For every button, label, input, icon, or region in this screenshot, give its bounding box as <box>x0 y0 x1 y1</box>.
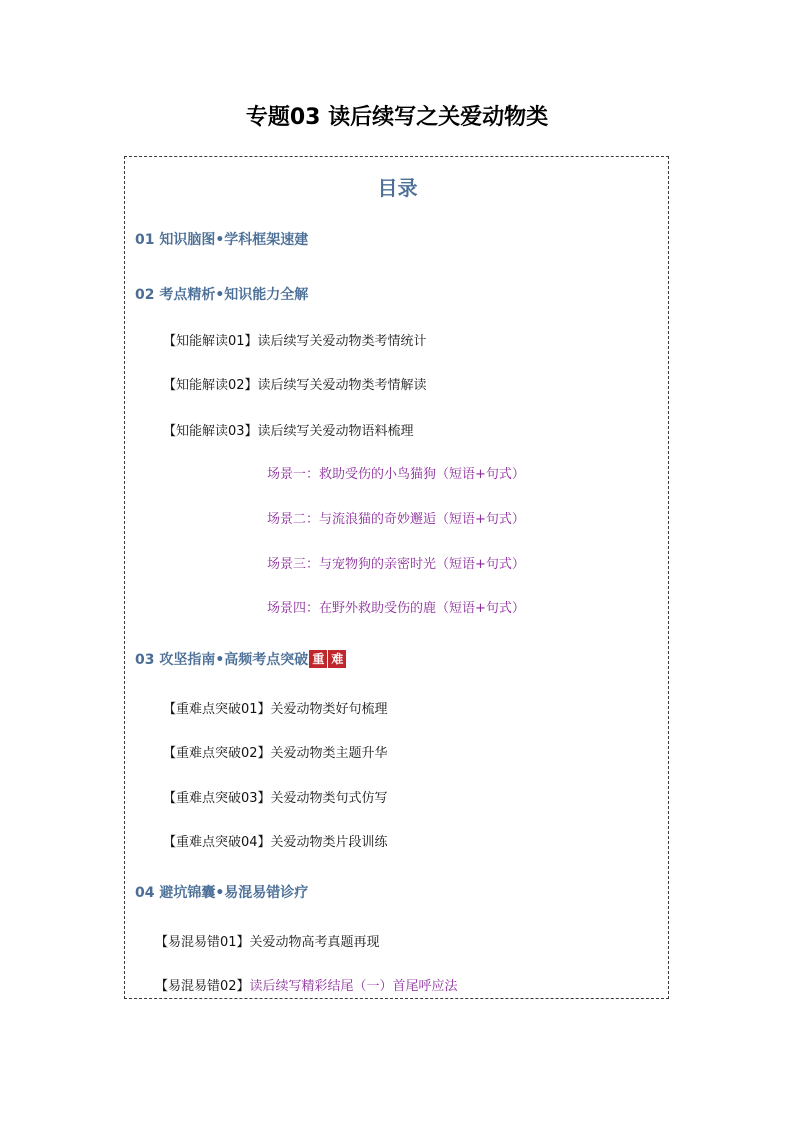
difficulty-badge-nan: 难 <box>328 650 346 668</box>
toc-item-4-1[interactable]: 【易混易错01】关爱动物高考真题再现 <box>155 935 380 950</box>
toc-item-2-3[interactable]: 【知能解读03】读后续写关爱动物语料梳理 <box>163 424 414 439</box>
toc-section-4[interactable]: 04 避坑锦囊•易混易错诊疗 <box>135 885 309 901</box>
table-of-contents <box>124 156 669 999</box>
toc-heading: 目录 <box>377 176 418 200</box>
toc-item-2-1[interactable]: 【知能解读01】读后续写关爱动物类考情统计 <box>163 334 427 349</box>
toc-item-4-2-prefix: 【易混易错02】 <box>155 979 250 994</box>
difficulty-badge-zhong: 重 <box>309 650 327 668</box>
toc-item-4-2-text: 读后续写精彩结尾（一）首尾呼应法 <box>249 979 458 994</box>
toc-scene-4[interactable]: 场景四：在野外救助受伤的鹿（短语+句式） <box>267 601 525 616</box>
toc-section-2[interactable]: 02 考点精析•知识能力全解 <box>135 287 309 303</box>
toc-scene-2[interactable]: 场景二：与流浪猫的奇妙邂逅（短语+句式） <box>267 512 525 527</box>
toc-section-1[interactable]: 01 知识脑图•学科框架速建 <box>135 232 309 248</box>
toc-item-3-4[interactable]: 【重难点突破04】关爱动物类片段训练 <box>163 835 388 850</box>
toc-item-4-2[interactable] <box>155 977 458 997</box>
document-title: 专题03 读后续写之关爱动物类 <box>245 105 549 130</box>
toc-section-3-label: 03 攻坚指南•高频考点突破 <box>135 652 309 668</box>
toc-scene-3[interactable]: 场景三：与宠物狗的亲密时光（短语+句式） <box>267 557 525 572</box>
toc-scene-1[interactable]: 场景一：救助受伤的小鸟猫狗（短语+句式） <box>267 467 525 482</box>
toc-section-3[interactable] <box>135 650 346 670</box>
toc-item-3-1[interactable]: 【重难点突破01】关爱动物类好句梳理 <box>163 702 388 717</box>
toc-item-3-2[interactable]: 【重难点突破02】关爱动物类主题升华 <box>163 746 388 761</box>
toc-item-3-3[interactable]: 【重难点突破03】关爱动物类句式仿写 <box>163 791 388 806</box>
toc-item-2-2[interactable]: 【知能解读02】读后续写关爱动物类考情解读 <box>163 378 427 393</box>
